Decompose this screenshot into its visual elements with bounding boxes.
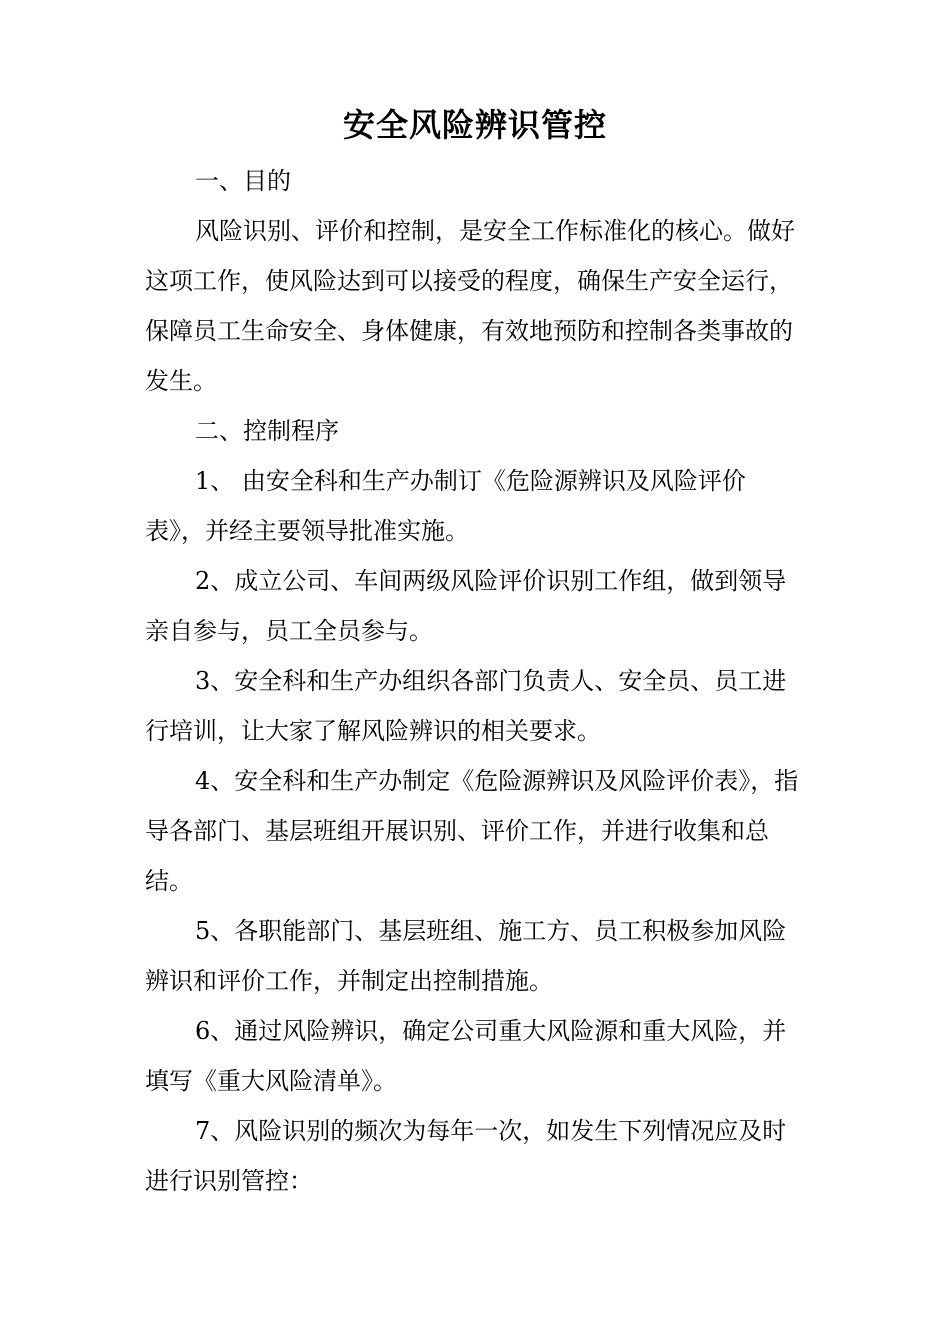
procedure-item-3: 3、安全科和生产办组织各部门负责人、安全员、员工进行培训，让大家了解风险辨识的相关要求。 [145,667,787,745]
procedure-item-5: 5、各职能部门、基层班组、施工方、员工积极参加风险辨识和评价工作，并制定出控制措施。 [145,917,787,995]
section-heading-purpose: 一、目的 [195,167,291,195]
procedure-item-1: 1、 由安全科和生产办制订《危险源辨识及风险评价表》，并经主要领导批准实施。 [145,467,746,545]
procedure-item-7: 7、风险识别的频次为每年一次，如发生下列情况应及时进行识别管控： [145,1117,787,1195]
procedure-item-6: 6、通过风险辨识，确定公司重大风险源和重大风险，并填写《重大风险清单》。 [145,1017,787,1095]
procedure-item-4: 4、安全科和生产办制定《危险源辨识及风险评价表》，指导各部门、基层班组开展识别、评价工作，并进行收集和总结。 [145,767,799,895]
section-heading-procedure: 二、控制程序 [195,417,339,445]
procedure-item-2: 2、成立公司、车间两级风险评价识别工作组，做到领导亲自参与，员工全员参与。 [145,567,787,645]
document-title: 安全风险辨识管控 [342,106,607,144]
document-body [145,156,800,1206]
purpose-paragraph: 风险识别、评价和控制，是安全工作标准化的核心。做好这项工作，使风险达到可以接受的程度，确保生产安全运行，保障员工生命安全、身体健康，有效地预防和控制各类事故的发生。 [145,217,795,395]
